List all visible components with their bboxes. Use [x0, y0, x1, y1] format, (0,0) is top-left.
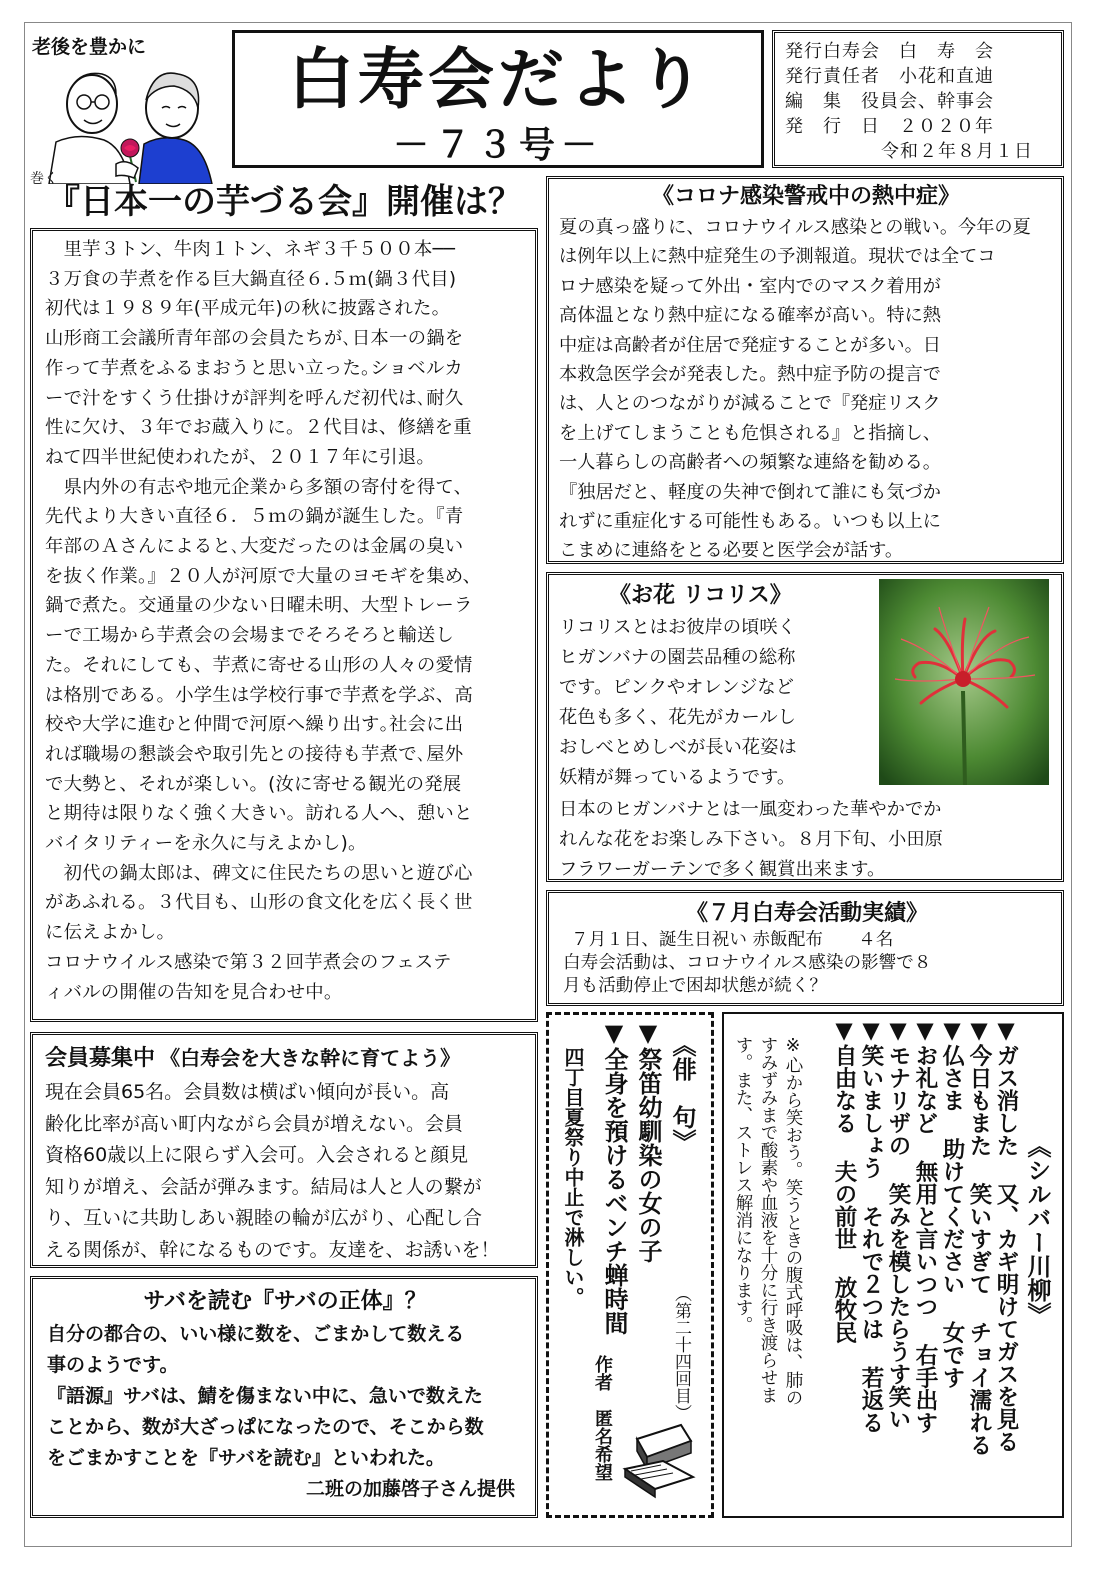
senryu-line: ▼仏さま 助けてください 女です — [939, 1018, 965, 1389]
senryu-line: ▼今日もまた 笑いすぎて チョイ濡れる — [966, 1018, 992, 1456]
imoni-headline: 『日本一の芋づる会』開催は？ — [46, 182, 522, 222]
members-article — [30, 1032, 538, 1268]
corona-body: 夏の真っ盛りに、コロナウイルス感染との戦い。今年の夏 は例年以上に熱中症発生の予測報道。現状では全てコ ロナ感染を疑って外出・室内でのマスク着用が 高体温となり熱中症になる確率が高い。特に熱 中症は高齢者が住居で発症することが多い。日 本救急医学会が発表した。熱中症予防の提言で は、人とのつながりが減ることで『発症リスク を上げてしまうことも危惧される』と指摘し、 一人暮らしの高齢者への頻繁な連絡を勧める。 『独居だと、軽度の失神で倒れて誰にも気づか れずに重症化する可能性もある。いつも以上に こまめに連絡をとる必要と医学会が話す。 — [559, 217, 1031, 562]
saba-body: 自分の都合の、いい様に数を、ごまかして数える 事のようです。 『語源』サバは、鯖を傷まない中に、急いで数えた ことから、数が大ざっぱになったので、そこから数 をごまかすことを『サバを読む』といわれた。 — [47, 1323, 484, 1469]
saba-title: サバを読む『サバの正体』？ — [143, 1289, 427, 1314]
haiku-verse-1: ▼祭笛幼馴染の女の子 — [634, 1019, 662, 1263]
activity-report — [546, 890, 1064, 1006]
haiku-author: 作者 匿名希望 — [592, 1355, 613, 1481]
flower-body-2: 日本のヒガンバナとは一風変わった華やかでか れんな花をお楽しみ下さい。８月下旬、小田原 フラワーガーテンで多く観賞出来ます。 — [559, 799, 943, 880]
haiku-section — [546, 1012, 714, 1518]
members-body: 現在会員65名。会員数は横ばい傾向が長い。高 齢化比率が高い町内ながら会員が増えない。会員 資格60歳以上に限らず入会可。入会されると顔見 知りが増え、会話が弾みます。結局は人と人の繋が り、互いに共助しあい親睦の輪が広がり、心配し合 える関係が、幹になるものです。友達を、お誘いを！ — [45, 1081, 500, 1261]
slogan: 老後を豊かに — [32, 36, 147, 58]
senryu-title: 《シルバー川柳》 — [1023, 1134, 1051, 1326]
senryu-note: ※心から笑おう。笑うときの腹式呼吸は、肺の すみずみまで酸素や血液を十分に行き渡らせま す。また、ストレス解消になります。 — [733, 1036, 803, 1406]
imoni-article — [30, 228, 538, 1022]
lycoris-flower-photo — [879, 579, 1049, 785]
senryu-line: ▼ガス消した 又、カギ明けてガスを見る — [993, 1018, 1019, 1453]
members-subtitle: 《白寿会を大きな幹に育てよう》 — [160, 1046, 461, 1070]
senryu-section — [722, 1012, 1064, 1518]
flower-title: 《お花 リコリス》 — [609, 583, 792, 608]
senryu-line: ▼笑いましょう それで２つは 若返る — [858, 1018, 884, 1434]
senryu-line: ▼お礼など 無用と言いつつ 右手出す — [912, 1018, 938, 1434]
haiku-episode: （第二十四回目） — [671, 1285, 691, 1421]
senryu-line: ▼モナリザの 笑みを模したらうす笑い — [885, 1018, 911, 1430]
issue-number: －７３号－ — [392, 125, 603, 166]
slogan-tail: 巻く — [30, 171, 58, 187]
activity-line-1: ７月１日、誕生日祝い 赤飯配布 ４名 — [571, 930, 894, 950]
haiku-verse-2: ▼全身を預けるベンチ蝉時間 — [600, 1019, 628, 1335]
editor-chief: 発行責任者 小花和直迪 — [785, 66, 994, 87]
publisher: 発行白寿会 白 寿 会 — [785, 41, 994, 62]
senryu-line: ▼自由なる 夫の前世 放牧民 — [831, 1018, 857, 1344]
haiku-verse-3: 四丁目夏祭り中止で淋しい。 — [561, 1047, 585, 1307]
newsletter-title: 白寿会だより — [288, 41, 708, 118]
members-title: 会員募集中 — [45, 1046, 156, 1071]
editing-team: 編 集 役員会、幹事会 — [785, 91, 994, 112]
saba-article — [30, 1276, 538, 1518]
elderly-couple-illustration — [44, 56, 220, 184]
flower-body: リコリスとはお彼岸の頃咲く ヒガンバナの園芸品種の総称 です。ピンクやオレンジなど 花色も多く、花先がカールし おしべとめしべが長い花姿は 妖精が舞っているようです。 — [559, 617, 797, 788]
publication-info — [772, 30, 1064, 168]
senryu-list — [828, 1018, 1018, 1514]
saba-credit: 二班の加藤啓子さん提供 — [305, 1478, 515, 1500]
corona-article — [546, 176, 1064, 564]
haiku-title: 《俳 句》 — [668, 1033, 696, 1153]
imoni-body: 里芋３トン、牛肉１トン、ネギ３千５００本── ３万食の芋煮を作る巨大鍋直径６.５ｍ(鍋３代目) 初代は１９８９年(平成元年)の秋に披露された。 山形商工会議所青年部の会員たちが､日本一の鍋を 作って芋煮をふるまおうと思い立った｡ショベルカ ーで汁をすくう仕掛けが評判を呼んだ初代は､耐久 性に欠け、３年でお蔵入りに。２代目は、修繕を重 ねて四半世紀使われたが、２０１７年に引退。 県内外の有志や地元企業から多額の寄付を得て、 先代より大きい直径６．５ｍの鍋が誕生した｡『青 年部のＡさんによると､大変だったのは金属の臭い を抜く作業｡』２０人が河原で大量のヨモギを集め、 鍋で煮た。交通量の少ない日曜未明、大型トレーラ ーで工場から芋煮会の会場までそろそろと輸送し た。それにしても、芋煮に寄せる山形の人々の愛情 は格別である。小学生は学校行事で芋煮を学ぶ、高 校や大学に進むと仲間で河原へ繰り出す｡社会に出 れば職場の懇談会や取引先との接待も芋煮で､屋外 で大勢と、それが楽しい。(汝に寄せる観光の発展 と期待は限りなく強く大きい。訪れる人へ、憩いと バイタリティーを永久に与えよかし)。 初代の鍋太郎は、碑文に住民たちの思いと遊び心 があふれる。３代目も、山形の食文化を広く長く世 に伝えよかし。 コロナウイルス感染で第３２回芋煮会のフェステ ィバルの開催の告知を見合わせ中。 — [45, 239, 482, 1003]
title-box — [232, 30, 764, 168]
activity-line-2: 白寿会活動は、コロナウイルス感染の影響で８ 月も活動停止で困却状態が続く？ — [563, 953, 932, 996]
publish-date-era: 令和２年８月１日 — [881, 141, 1033, 162]
publish-date: 発 行 日 ２０２０年 — [785, 116, 994, 137]
books-icon — [619, 1417, 699, 1499]
slogan-block — [30, 30, 220, 190]
corona-title: 《コロナ感染警戒中の熱中症》 — [651, 184, 960, 209]
flower-article — [546, 572, 1064, 882]
activity-title: 《７月白寿会活動実績》 — [685, 901, 928, 926]
